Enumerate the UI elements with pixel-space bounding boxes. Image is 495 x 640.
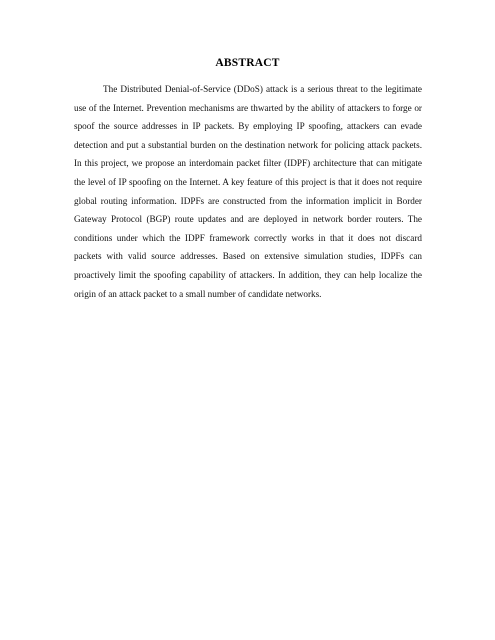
abstract-heading: ABSTRACT <box>215 57 280 69</box>
abstract-paragraph: The Distributed Denial-of-Service (DDoS) attack is a serious threat to the legitimate use of the Internet. Prevention mechanisms are thwarted by the ability of attackers to forge or spoof the source addresses in IP packets. By employing IP spoofing, attackers can evade detection and put a substantial burden on the destination network for policing attack packets. In this project, we propose an interdomain packet filter (IDPF) architecture that can mitigate the level of IP spoofing on the Internet. A key feature of this project is that it does not require global routing information. IDPFs are constructed from the information implicit in Border Gateway Protocol (BGP) route updates and are deployed in network border routers. The conditions under which the IDPF framework correctly works in that it does not discard packets with valid source addresses. Based on extensive simulation studies, IDPFs can proactively limit the spoofing capability of attackers. In addition, they can help localize the origin of an attack packet to a small number of candidate networks. <box>74 84 422 299</box>
